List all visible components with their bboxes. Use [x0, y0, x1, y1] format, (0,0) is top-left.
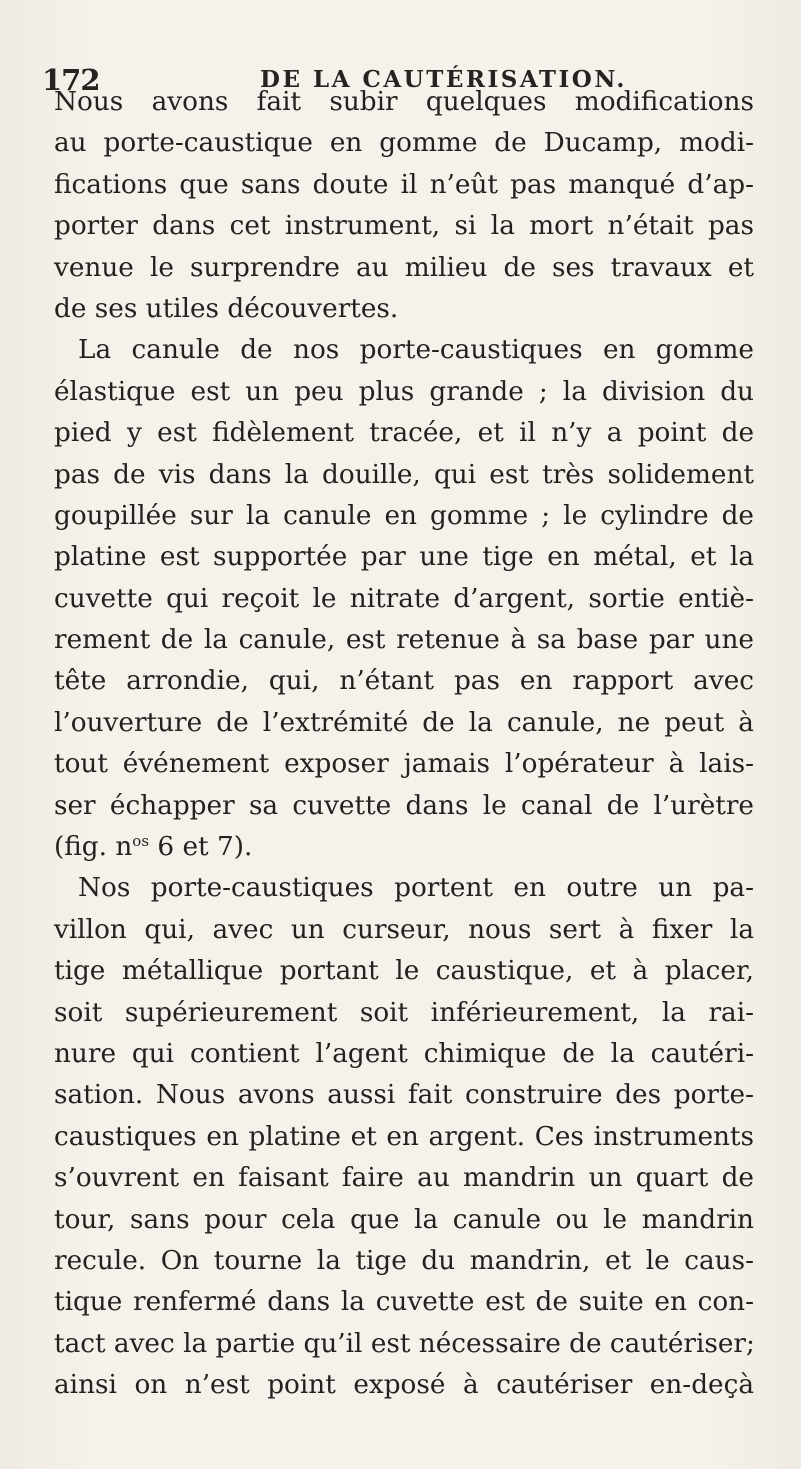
- text-line: soit supérieurement soit inférieurement, la rai-: [54, 997, 754, 1028]
- text-line: tout événement exposer jamais l’opérateur à lais-: [54, 749, 754, 780]
- text-line: s’ouvrent en faisant faire au mandrin un quart de: [54, 1163, 754, 1194]
- text-line: villon qui, avec un curseur, nous sert à fixer la: [54, 914, 754, 945]
- text-line: venue le surprendre au milieu de ses travaux et: [54, 252, 754, 283]
- text-line: ainsi on n’est point exposé à cautériser en-deçà: [54, 1370, 754, 1401]
- text-line-fig-ref: [54, 827, 754, 868]
- text-line: tête arrondie, qui, n’étant pas en rapport avec: [54, 666, 754, 697]
- text-line: de ses utiles découvertes.: [54, 293, 399, 324]
- text-line: tact avec la partie qu’il est nécessaire de cautériser;: [54, 1328, 755, 1359]
- running-head: DE LA CAUTÉRISATION.: [260, 66, 627, 93]
- fig-ref-prefix: (fig. n: [54, 832, 133, 863]
- text-line: sation. Nous avons aussi fait construire des porte-: [54, 1080, 754, 1111]
- text-line: Nos porte-caustiques portent en outre un pa-: [78, 873, 754, 904]
- text-line: goupillée sur la canule en gomme ; le cylindre de: [54, 500, 754, 531]
- body-text: [54, 82, 754, 1407]
- fig-ref-tail: 6 et 7).: [149, 832, 253, 863]
- text-line: nure qui contient l’agent chimique de la cautéri-: [54, 1038, 754, 1069]
- text-line: platine est supportée par une tige en métal, et la: [54, 542, 754, 573]
- text-line: tour, sans pour cela que la canule ou le mandrin: [54, 1204, 754, 1235]
- text-line: recule. On tourne la tige du mandrin, et le caus-: [54, 1245, 754, 1276]
- text-line: élastique est un peu plus grande ; la division du: [54, 376, 754, 407]
- text-line: La canule de nos porte-caustiques en gomme: [78, 335, 754, 366]
- text-line: cuvette qui reçoit le nitrate d’argent, sortie entiè-: [54, 583, 754, 614]
- text-line: tige métallique portant le caustique, et à placer,: [54, 956, 754, 987]
- text-line: fications que sans doute il n’eût pas manqué d’ap-: [54, 169, 754, 200]
- text-line: ser échapper sa cuvette dans le canal de l’urètre: [54, 790, 754, 821]
- text-line: au porte-caustique en gomme de Ducamp, modi-: [54, 128, 754, 159]
- text-line: caustiques en platine et en argent. Ces instruments: [54, 1121, 754, 1152]
- text-line: pas de vis dans la douille, qui est très solidement: [54, 459, 754, 490]
- text-line: l’ouverture de l’extrémité de la canule, ne peut à: [54, 707, 754, 738]
- text-line: porter dans cet instrument, si la mort n’était pas: [54, 211, 754, 242]
- text-line: tique renfermé dans la cuvette est de suite en con-: [54, 1287, 754, 1318]
- text-line: Nous avons fait subir quelques modifications: [54, 87, 754, 117]
- fig-ref-superscript: os: [132, 832, 150, 851]
- text-line: rement de la canule, est retenue à sa base par une: [54, 625, 754, 656]
- text-line: pied y est fidèlement tracée, et il n’y a point de: [54, 418, 754, 449]
- page-number: 172: [42, 63, 100, 97]
